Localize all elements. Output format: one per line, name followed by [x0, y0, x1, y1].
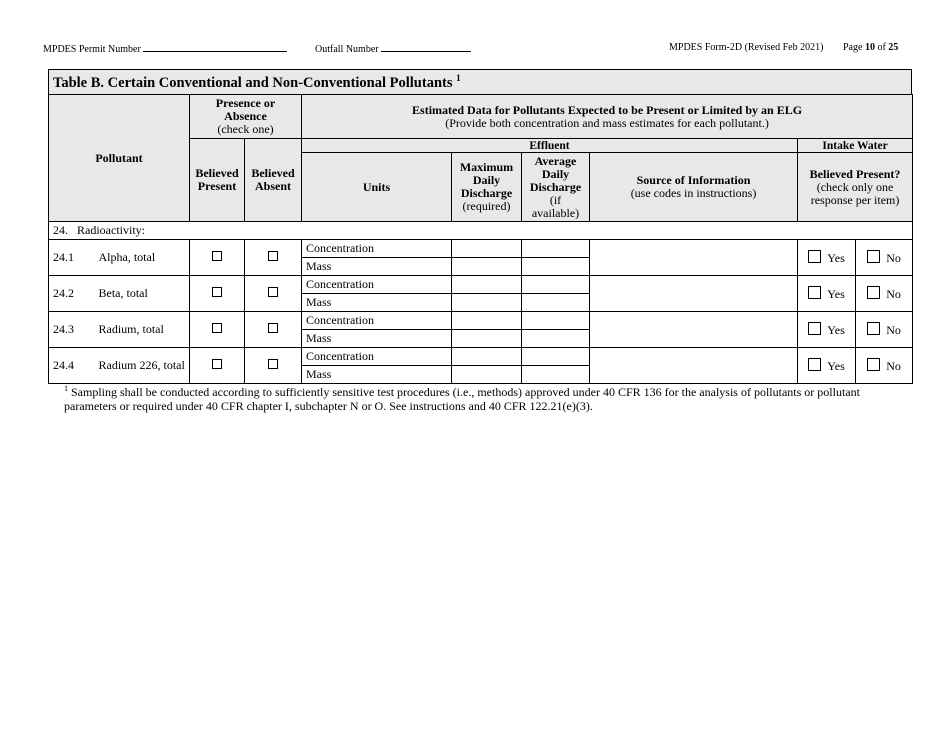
source-info-input[interactable] [590, 348, 798, 384]
yes-label: Yes [827, 250, 845, 265]
header-estimated-sub: (Provide both concentration and mass estimates for each pollutant.) [445, 115, 769, 130]
header-presence-l1: Presence or [215, 96, 276, 110]
avg-daily-concentration-input[interactable] [522, 312, 590, 330]
believed-absent-checkbox-cell[interactable] [245, 276, 302, 312]
header-units-text: Units [362, 179, 391, 194]
unit-mass-label: Mass [302, 258, 452, 276]
header-estimated [302, 95, 913, 139]
table-title-text: Table B. Certain Conventional and Non-Conventional Pollutants [53, 75, 453, 91]
believed-present-checkbox[interactable] [212, 251, 222, 261]
unit-mass-label: Mass [302, 366, 452, 384]
header-believed-absent [245, 139, 302, 222]
believed-present-checkbox-cell[interactable] [190, 348, 245, 384]
outfall-number-label-text: Outfall Number [315, 44, 379, 55]
row-number: 24.2 [49, 276, 96, 312]
believed-absent-checkbox[interactable] [268, 323, 278, 333]
believed-absent-checkbox[interactable] [268, 251, 278, 261]
unit-concentration-label: Concentration [302, 312, 452, 330]
header-intake-q3: response per item) [810, 192, 900, 207]
page-total: 25 [888, 42, 899, 53]
avg-daily-mass-input[interactable] [522, 366, 590, 384]
believed-present-checkbox[interactable] [212, 323, 222, 333]
intake-no-checkbox[interactable] [867, 322, 880, 335]
avg-daily-mass-input[interactable] [522, 258, 590, 276]
intake-no-option[interactable] [856, 312, 913, 348]
permit-number-label-text: MPDES Permit Number [43, 44, 141, 55]
intake-no-checkbox[interactable] [867, 250, 880, 263]
header-intake-question [798, 153, 913, 222]
believed-absent-checkbox-cell[interactable] [245, 348, 302, 384]
max-daily-concentration-input[interactable] [452, 276, 522, 294]
yes-label: Yes [827, 322, 845, 337]
header-avg-daily [522, 153, 590, 222]
section-row [49, 222, 913, 240]
intake-yes-checkbox[interactable] [808, 286, 821, 299]
footnote-text: Sampling shall be conducted according to sufficiently sensitive test procedures (i.e., methods) approved under 40 CFR 136 for the analysis of pollutants or pollutant parameters or required under 40 CFR chapter I, subchapter N or O. See instructions and 40 CFR 122.21(e)(3). [64, 385, 860, 413]
intake-yes-option[interactable] [798, 312, 856, 348]
believed-present-checkbox-cell[interactable] [190, 276, 245, 312]
header-believed-present [190, 139, 245, 222]
header-ba-l1: Believed [251, 166, 295, 180]
row-number: 24.4 [49, 348, 96, 384]
header-avg-l5: available) [531, 205, 580, 220]
header-presence-l3: (check one) [217, 122, 274, 136]
intake-yes-checkbox[interactable] [808, 250, 821, 263]
header-presence-l2: Absence [224, 109, 267, 123]
header-avg-l3: Discharge [529, 179, 582, 194]
max-daily-concentration-input[interactable] [452, 348, 522, 366]
intake-yes-option[interactable] [798, 348, 856, 384]
permit-number-field[interactable] [143, 42, 287, 52]
header-avg-l2: Daily [541, 166, 570, 181]
intake-no-option[interactable] [856, 276, 913, 312]
header-estimated-title: Estimated Data for Pollutants Expected to be Present or Limited by an ELG [412, 102, 803, 117]
believed-present-checkbox-cell[interactable] [190, 240, 245, 276]
yes-label: Yes [827, 286, 845, 301]
source-info-input[interactable] [590, 312, 798, 348]
intake-no-checkbox[interactable] [867, 286, 880, 299]
row-pollutant-name: Beta, total [96, 276, 190, 312]
pollutants-table [48, 94, 913, 384]
unit-concentration-label: Concentration [302, 240, 452, 258]
header-ba-l2: Absent [255, 179, 292, 193]
header-pollutant [49, 95, 190, 222]
header-bp-l2: Present [197, 179, 237, 193]
header-bp-l1: Believed [195, 166, 239, 180]
source-info-input[interactable] [590, 240, 798, 276]
header-max-l1: Maximum [459, 160, 514, 174]
row-number: 24.1 [49, 240, 96, 276]
unit-mass-label: Mass [302, 294, 452, 312]
max-daily-concentration-input[interactable] [452, 312, 522, 330]
title-footnote-mark: 1 [456, 73, 461, 84]
intake-no-option[interactable] [856, 240, 913, 276]
table-row [49, 276, 913, 294]
outfall-number-field[interactable] [381, 42, 471, 52]
row-pollutant-name: Radium 226, total [96, 348, 190, 384]
section-number: 24. [53, 223, 68, 237]
table-row [49, 240, 913, 258]
intake-no-checkbox[interactable] [867, 358, 880, 371]
avg-daily-mass-input[interactable] [522, 330, 590, 348]
page-number: 10 [864, 42, 875, 53]
form-label [669, 42, 823, 53]
intake-yes-option[interactable] [798, 240, 856, 276]
believed-absent-checkbox-cell[interactable] [245, 312, 302, 348]
section-label: Radioactivity: [77, 223, 145, 237]
no-label: No [886, 286, 901, 301]
header-max-l4: (required) [462, 199, 511, 213]
header-effluent [302, 139, 798, 153]
header-source [590, 153, 798, 222]
avg-daily-mass-input[interactable] [522, 294, 590, 312]
footnote-mark: 1 [64, 384, 68, 393]
header-intake-q2: (check only one [816, 179, 894, 194]
header-source-l1: Source of Information [636, 173, 751, 187]
header-effluent-text: Effluent [529, 139, 570, 152]
header-intake-text: Intake Water [822, 139, 888, 152]
avg-daily-concentration-input[interactable] [522, 240, 590, 258]
header-intake-q1: Believed Present? [809, 166, 901, 181]
permit-number-label [43, 42, 287, 55]
header-source-l2: (use codes in instructions) [630, 186, 757, 200]
max-daily-concentration-input[interactable] [452, 240, 522, 258]
source-info-input[interactable] [590, 276, 798, 312]
no-label: No [886, 322, 901, 337]
footnote [64, 382, 884, 413]
header-avg-l1: Average [534, 153, 577, 168]
header-presence [190, 95, 302, 139]
unit-concentration-label: Concentration [302, 276, 452, 294]
header-intake [798, 139, 913, 153]
unit-concentration-label: Concentration [302, 348, 452, 366]
page-indicator [843, 42, 898, 53]
no-label: No [886, 358, 901, 373]
avg-daily-concentration-input[interactable] [522, 348, 590, 366]
header-units [302, 153, 452, 222]
max-daily-mass-input[interactable] [452, 294, 522, 312]
outfall-number-label [315, 42, 471, 55]
avg-daily-concentration-input[interactable] [522, 276, 590, 294]
believed-present-checkbox[interactable] [212, 359, 222, 369]
unit-mass-label: Mass [302, 330, 452, 348]
believed-present-checkbox-cell[interactable] [190, 312, 245, 348]
intake-yes-checkbox[interactable] [808, 322, 821, 335]
no-label: No [886, 250, 901, 265]
max-daily-mass-input[interactable] [452, 366, 522, 384]
header-max-l2: Daily [472, 173, 501, 187]
believed-absent-checkbox[interactable] [268, 287, 278, 297]
header-avg-l4: (if [549, 192, 562, 207]
row-pollutant-name: Alpha, total [96, 240, 190, 276]
table-row [49, 348, 913, 366]
intake-yes-checkbox[interactable] [808, 358, 821, 371]
yes-label: Yes [827, 358, 845, 373]
header-pollutant-text: Pollutant [95, 150, 143, 165]
table-title [48, 69, 912, 95]
header-max-l3: Discharge [460, 186, 513, 200]
table-row [49, 312, 913, 330]
intake-yes-option[interactable] [798, 276, 856, 312]
page-of: of [877, 42, 886, 53]
header-max-daily [452, 153, 522, 222]
page-prefix: Page [843, 42, 863, 53]
intake-no-option[interactable] [856, 348, 913, 384]
form-label-text: MPDES Form-2D (Revised Feb 2021) [669, 42, 824, 53]
row-pollutant-name: Radium, total [96, 312, 190, 348]
max-daily-mass-input[interactable] [452, 258, 522, 276]
believed-absent-checkbox[interactable] [268, 359, 278, 369]
believed-present-checkbox[interactable] [212, 287, 222, 297]
max-daily-mass-input[interactable] [452, 330, 522, 348]
believed-absent-checkbox-cell[interactable] [245, 240, 302, 276]
row-number: 24.3 [49, 312, 96, 348]
